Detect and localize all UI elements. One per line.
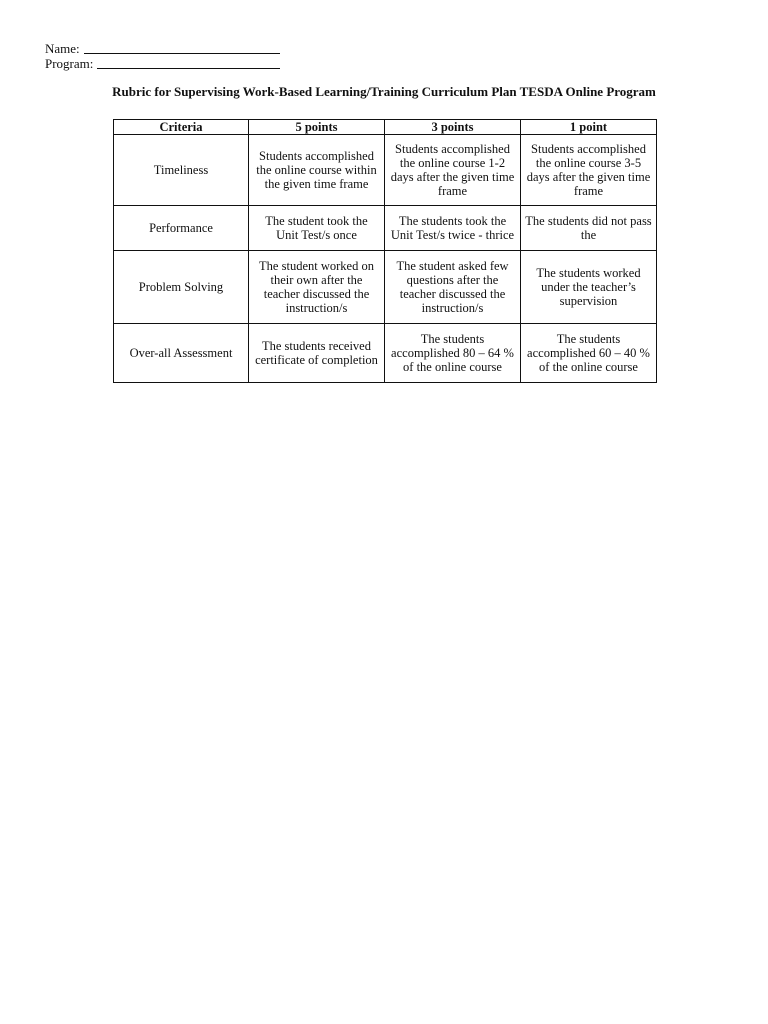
five-points-cell: Students accomplished the online course within the given time frame xyxy=(249,135,385,206)
program-field xyxy=(45,56,280,71)
five-points-cell: The student worked on their own after the teacher discussed the instruction/s xyxy=(249,251,385,324)
one-point-cell: The students worked under the teacher’s supervision xyxy=(521,251,657,324)
criteria-cell: Timeliness xyxy=(114,135,249,206)
name-blank-line[interactable] xyxy=(84,53,280,54)
table-row xyxy=(114,324,657,383)
five-points-cell: The student took the Unit Test/s once xyxy=(249,206,385,251)
table-row xyxy=(114,251,657,324)
three-points-cell: The students accomplished 80 – 64 % of the online course xyxy=(385,324,521,383)
criteria-cell: Performance xyxy=(114,206,249,251)
name-label: Name: xyxy=(45,41,80,56)
table-header-row xyxy=(114,120,657,135)
five-points-cell: The students received certificate of completion xyxy=(249,324,385,383)
document-title: Rubric for Supervising Work-Based Learning/Training Curriculum Plan TESDA Online Program xyxy=(112,84,656,99)
three-points-cell: Students accomplished the online course 1-2 days after the given time frame xyxy=(385,135,521,206)
one-point-cell: Students accomplished the online course 3-5 days after the given time frame xyxy=(521,135,657,206)
program-label: Program: xyxy=(45,56,94,71)
three-points-cell: The students took the Unit Test/s twice - thrice xyxy=(385,206,521,251)
name-field xyxy=(45,41,280,56)
header-criteria: Criteria xyxy=(114,120,249,135)
table-row xyxy=(114,206,657,251)
criteria-cell: Over-all Assessment xyxy=(114,324,249,383)
criteria-cell: Problem Solving xyxy=(114,251,249,324)
header-1-point: 1 point xyxy=(521,120,657,135)
three-points-cell: The student asked few questions after the teacher discussed the instruction/s xyxy=(385,251,521,324)
header-5-points: 5 points xyxy=(249,120,385,135)
one-point-cell: The students did not pass the xyxy=(521,206,657,251)
header-3-points: 3 points xyxy=(385,120,521,135)
one-point-cell: The students accomplished 60 – 40 % of the online course xyxy=(521,324,657,383)
rubric-table xyxy=(113,119,657,383)
table-row xyxy=(114,135,657,206)
program-blank-line[interactable] xyxy=(97,68,280,69)
